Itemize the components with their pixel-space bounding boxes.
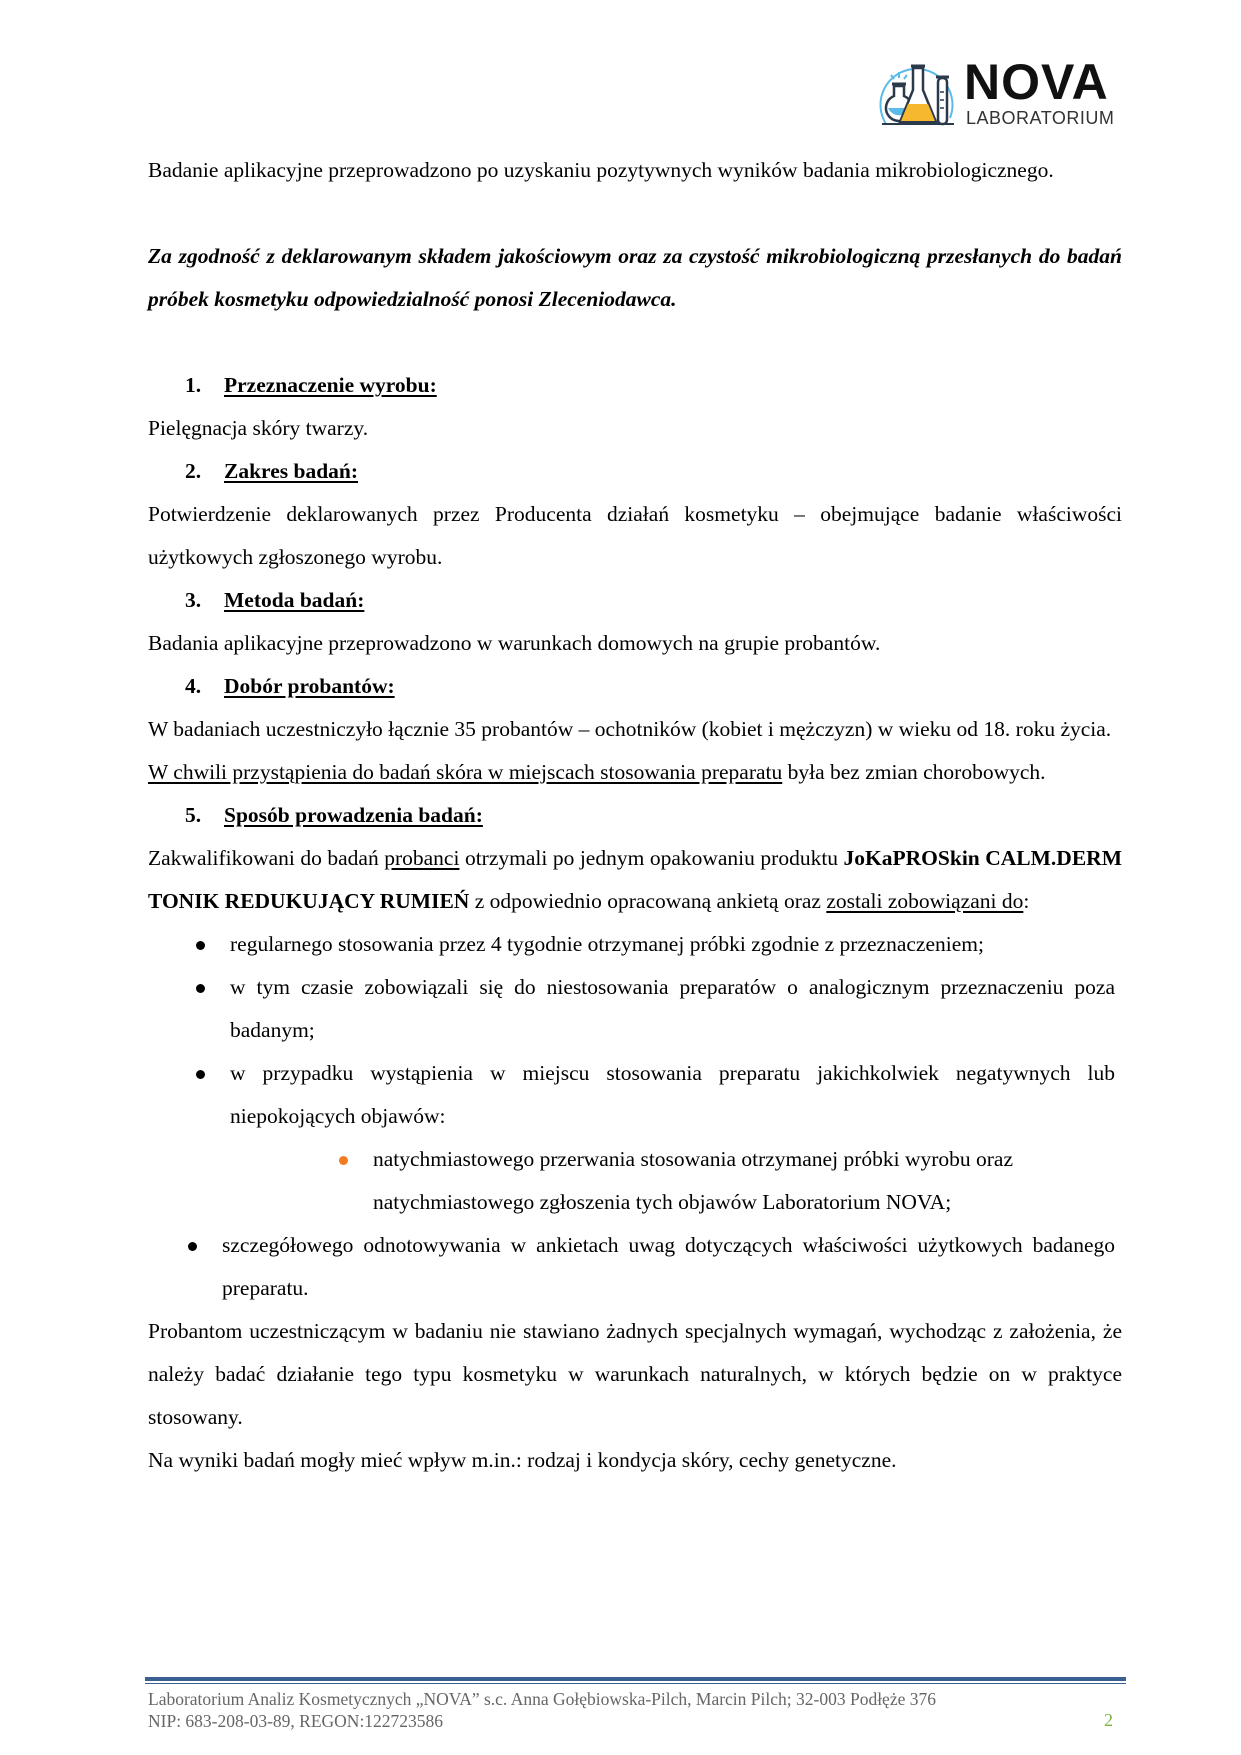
section-title: Przeznaczenie wyrobu: bbox=[224, 373, 437, 397]
section-4-text: W badaniach uczestniczyło łącznie 35 probantów – ochotników (kobiet i mężczyzn) w wieku od 18. roku życia. bbox=[148, 717, 1112, 741]
nova-logo bbox=[874, 54, 1115, 132]
footer bbox=[148, 1688, 1128, 1732]
section-number: 3. bbox=[185, 588, 202, 612]
bullet-icon bbox=[196, 984, 205, 993]
disclaimer-paragraph: Za zgodność z deklarowanym składem jakościowym oraz za czystość mikrobiologiczną przesłanych do badań próbek kosmetyku odpowiedzialność ponosi Zleceniodawca. bbox=[148, 244, 1122, 311]
section-4-skin-condition bbox=[148, 751, 1122, 794]
plain-text: z odpowiednio opracowaną ankietą oraz bbox=[469, 889, 827, 913]
footer-divider bbox=[145, 1677, 1126, 1684]
section-title: Zakres badań: bbox=[224, 459, 359, 483]
list-item-text: szczegółowego odnotowywania w ankietach uwag dotyczących właściwości użytkowych badanego preparatu. bbox=[222, 1233, 1115, 1300]
logo-subtitle: LABORATORIUM bbox=[966, 108, 1115, 128]
section-3-heading bbox=[148, 579, 1122, 622]
section-4-heading bbox=[148, 665, 1122, 708]
section-3-text: Badania aplikacyjne przeprowadzono w warunkach domowych na grupie probantów. bbox=[148, 631, 881, 655]
intro-paragraph: Badanie aplikacyjne przeprowadzono po uzyskaniu pozytywnych wyników badania mikrobiologicznego. bbox=[148, 158, 1054, 182]
section-title: Dobór probantów: bbox=[224, 674, 395, 698]
sub-list-item bbox=[148, 1138, 1122, 1224]
closing-paragraph-1: Probantom uczestniczącym w badaniu nie stawiano żadnych specjalnych wymagań, wychodząc z założenia, że należy badać działanie tego typu kosmetyku w warunkach naturalnych, w których będzie on w praktyce stosowany. bbox=[148, 1319, 1122, 1429]
bullet-icon bbox=[196, 1070, 205, 1079]
orange-bullet-icon bbox=[339, 1156, 348, 1165]
section-number: 1. bbox=[185, 373, 202, 397]
logo-title: NOVA bbox=[964, 54, 1109, 110]
section-2-text: Potwierdzenie deklarowanych przez Producenta działań kosmetyku – obejmujące badanie właściwości użytkowych zgłoszonego wyrobu. bbox=[148, 502, 1122, 569]
bullet-icon bbox=[196, 941, 205, 950]
list-item-text: regularnego stosowania przez 4 tygodnie otrzymanej próbki zgodnie z przeznaczeniem; bbox=[230, 932, 984, 956]
section-5-intro bbox=[148, 837, 1122, 923]
plain-text: otrzymali po jednym opakowaniu produktu bbox=[459, 846, 844, 870]
closing-paragraph-2: Na wyniki badań mogły mieć wpływ m.in.: rodzaj i kondycja skóry, cechy genetyczne. bbox=[148, 1448, 897, 1472]
list-item bbox=[148, 966, 1122, 1052]
underlined-text: probanci bbox=[384, 846, 460, 870]
product-name: JoKaPROSkin CALM.DERM TONIK REDUKUJĄCY RUMIEŃ bbox=[148, 846, 1122, 913]
document-body bbox=[148, 149, 1122, 1482]
section-title: Sposób prowadzenia badań: bbox=[224, 803, 483, 827]
plain-text: Zakwalifikowani do badań bbox=[148, 846, 385, 870]
page-number: 2 bbox=[1104, 1710, 1113, 1730]
list-item bbox=[148, 1052, 1122, 1138]
underlined-text: W chwili przystąpienia do badań skóra w miejscach stosowania preparatu bbox=[148, 760, 783, 784]
section-number: 4. bbox=[185, 674, 202, 698]
underlined-text: zostali zobowiązani do bbox=[826, 889, 1024, 913]
lab-flasks-icon bbox=[874, 58, 960, 132]
plain-text: : bbox=[1023, 889, 1030, 913]
section-title: Metoda badań: bbox=[224, 588, 365, 612]
list-item bbox=[148, 1224, 1122, 1310]
section-number: 2. bbox=[185, 459, 202, 483]
obligations-list bbox=[148, 923, 1122, 1138]
plain-text: była bez zmian chorobowych. bbox=[782, 760, 1046, 784]
section-1-text: Pielęgnacja skóry twarzy. bbox=[148, 416, 369, 440]
section-number: 5. bbox=[185, 803, 202, 827]
list-item-text: natychmiastowego przerwania stosowania otrzymanej próbki wyrobu oraz natychmiastowego zgłoszenia tych objawów Laboratorium NOVA; bbox=[373, 1147, 1014, 1214]
bullet-icon bbox=[188, 1242, 197, 1251]
section-1-heading bbox=[148, 364, 1122, 407]
section-5-heading bbox=[148, 794, 1122, 837]
sub-list bbox=[148, 1138, 1122, 1224]
footer-tax-line: NIP: 683-208-03-89, REGON:122723586 bbox=[148, 1711, 444, 1731]
obligations-list-continued bbox=[148, 1224, 1122, 1310]
list-item-text: w tym czasie zobowiązali się do niestosowania preparatów o analogicznym przeznaczeniu poza badanym; bbox=[230, 975, 1115, 1042]
section-2-heading bbox=[148, 450, 1122, 493]
footer-company-line: Laboratorium Analiz Kosmetycznych „NOVA” s.c. Anna Gołębiowska-Pilch, Marcin Pilch; 32-003 Podłęże 376 bbox=[148, 1689, 936, 1709]
list-item-text: w przypadku wystąpienia w miejscu stosowania preparatu jakichkolwiek negatywnych lub niepokojących objawów: bbox=[230, 1061, 1115, 1128]
list-item bbox=[148, 923, 1122, 966]
